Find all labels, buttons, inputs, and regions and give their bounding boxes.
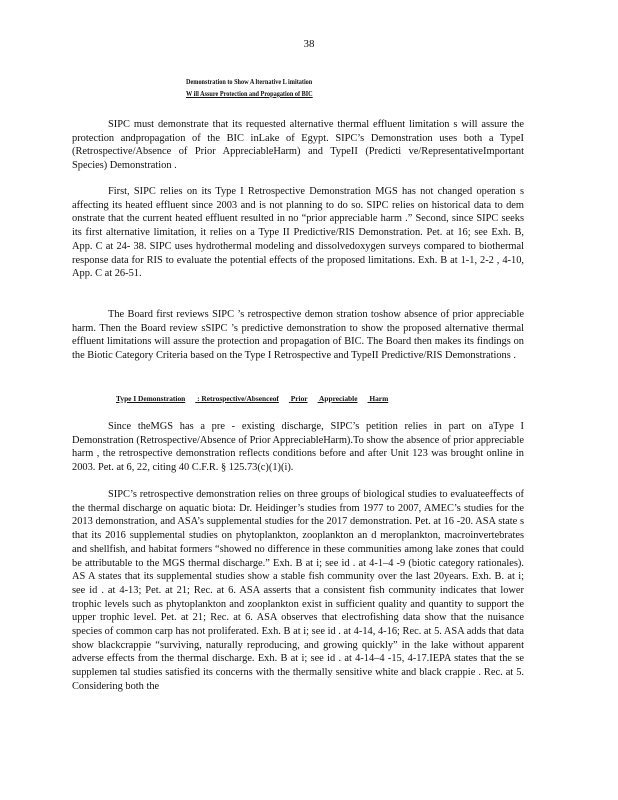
subsection-heading-part: : Retrospective/Absenceof <box>197 394 279 403</box>
paragraph: SIPC’s retrospective demonstration relies on three groups of biological studies to evaluateeffects of the thermal discharge on aquatic biota: Dr. Heidinger’s studies from 1977 to 2007, AMEC’s studies for the 2013 demonstration, and ASA’s supplemental studies for the 2017 demonstration. Pet. at 16 -20. ASA state s that its 2016 supplemental studies on phytoplankton, zooplankton an d meroplankton, macroinvertebrates and shellfish, and habitat formers “showed no difference in these communities among lake zones that could be attributable to the MGS thermal discharge.” Exh. B at i; see id . at 4-1–4 -9 (biotic category rationales). AS A states that its supplemental studies show a stable fish community over the last 20years. Exh. B. at i; see id . at 4-13; Pet. at 21; Rec. at 6. ASA asserts that a consistent fish community indicates that lower trophic levels such as phytoplankton and zooplankton exist in sufficient quality and quantity to support the upper trophic level. Pet. at 21; Rec. at 6. ASA observes that electrofishing data show that the nuisance species of common carp has not proliferated. Exh. B at i; see id . at 4-14, 4-16; Rec. at 5. ASA adds that data show blackcrappie “surviving, naturally reproducing, and growing quickly” in the lake without apparent adverse effects from the thermal discharge. Exh. B at i; see id . at 4-14–4 -15, 4-17.IEPA states that the se supplemen tal studies satisfied its concerns with the thermally sensitive white and black crappie . Rec. at 5. Considering both the <box>72 489 524 692</box>
subsection-heading <box>116 394 506 403</box>
paragraph: SIPC must demonstrate that its requested alternative thermal effluent limitation s will assure the protection andpropagation of the BIC inLake of Egypt. SIPC’s Demonstration uses both a TypeI (Retrospective/Absence of Prior AppreciableHarm) and TypeII (Predicti ve/RepresentativeImportant Species) Demonstration . <box>72 119 524 172</box>
subsection-heading-part: Harm <box>369 394 389 403</box>
paragraph: First, SIPC relies on its Type I Retrospective Demonstration MGS has not changed operation s affecting its heated effluent since 2003 and is not planning to do so. SIPC relies on historical data to dem onstrate that the current heated effluent resulted in no “prior appreciable harm .” Second, since SIPC seeks its first alternative limitation, it relies on a Type II Predictive/RIS Demonstration. Pet. at 16; see Exh. B, App. C at 24- 38. SIPC uses hydrothermal modeling and dissolvedoxygen surveys compared to biothermal response data for RIS to evaluate the potential effects of the proposed limitations. Exh. B at 1-1, 2-2 , 4-10, App. C at 26-51. <box>72 186 524 280</box>
section-heading-line-2: W ill Assure Protection and Propagation of BIC <box>186 89 313 98</box>
paragraph: Since theMGS has a pre - existing discharge, SIPC’s petition relies in part on aType I Demonstration (Retrospective/Absence of Prior AppreciableHarm).To show the absence of prior appreciable harm , the retrospective demonstration reflects conditions before and after Unit 123 was brought online in 2003. Pet. at 6, 22, citing 40 C.F.R. § 125.73(c)(1)(i). <box>72 421 524 474</box>
subsection-heading-part: Prior <box>290 394 308 403</box>
section-heading-line-1: Demonstration to Show A lternative L imitation <box>186 77 313 86</box>
page-number: 38 <box>303 38 315 50</box>
section-heading <box>186 76 391 100</box>
paragraph: The Board first reviews SIPC ’s retrospective demon stration toshow absence of prior appreciable harm. Then the Board review sSIPC ’s predictive demonstration to show the proposed alternative thermal effluent limitations will assure the protection and propagation of BIC. The Board then makes its findings on the Biotic Category Criteria based on the Type I Retrospective and TypeII Predictive/RIS Demonstrations . <box>72 309 524 362</box>
subsection-heading-part: Appreciable <box>319 394 358 403</box>
subsection-heading-part: Type I Demonstration <box>116 394 186 403</box>
